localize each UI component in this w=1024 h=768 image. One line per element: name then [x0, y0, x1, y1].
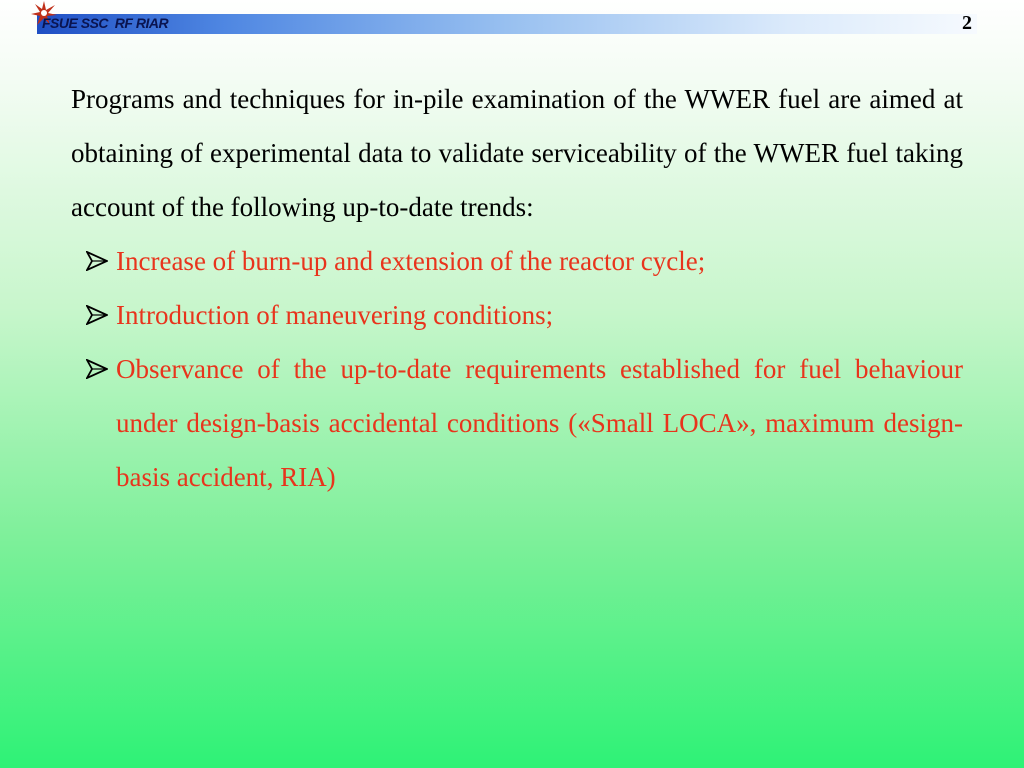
bullet-text: Observance of the up-to-date requirements established for fuel behaviour under design-basis accidental conditions («Small LOCA», maximum design-basis accident, RIA)	[116, 354, 963, 492]
arrow-bullet-icon	[86, 234, 108, 288]
bullet-item-maneuvering	[71, 288, 963, 342]
page-number: 2	[962, 12, 972, 34]
arrow-bullet-icon	[86, 342, 108, 396]
header-bar	[37, 14, 977, 34]
bullet-text: Introduction of maneuvering conditions;	[116, 300, 554, 330]
arrow-bullet-icon	[86, 288, 108, 342]
logo-text: FSUE SSC RF RIAR	[42, 15, 169, 31]
slide-content	[71, 72, 963, 504]
bullet-item-burnup	[71, 234, 963, 288]
intro-paragraph: Programs and techniques for in-pile examination of the WWER fuel are aimed at obtaining of experimental data to validate serviceability of the WWER fuel taking account of the following up-to-date trends:	[71, 84, 963, 222]
bullet-text: Increase of burn-up and extension of the reactor cycle;	[116, 246, 706, 276]
bullet-item-requirements	[71, 342, 963, 504]
bullet-list	[71, 234, 963, 504]
